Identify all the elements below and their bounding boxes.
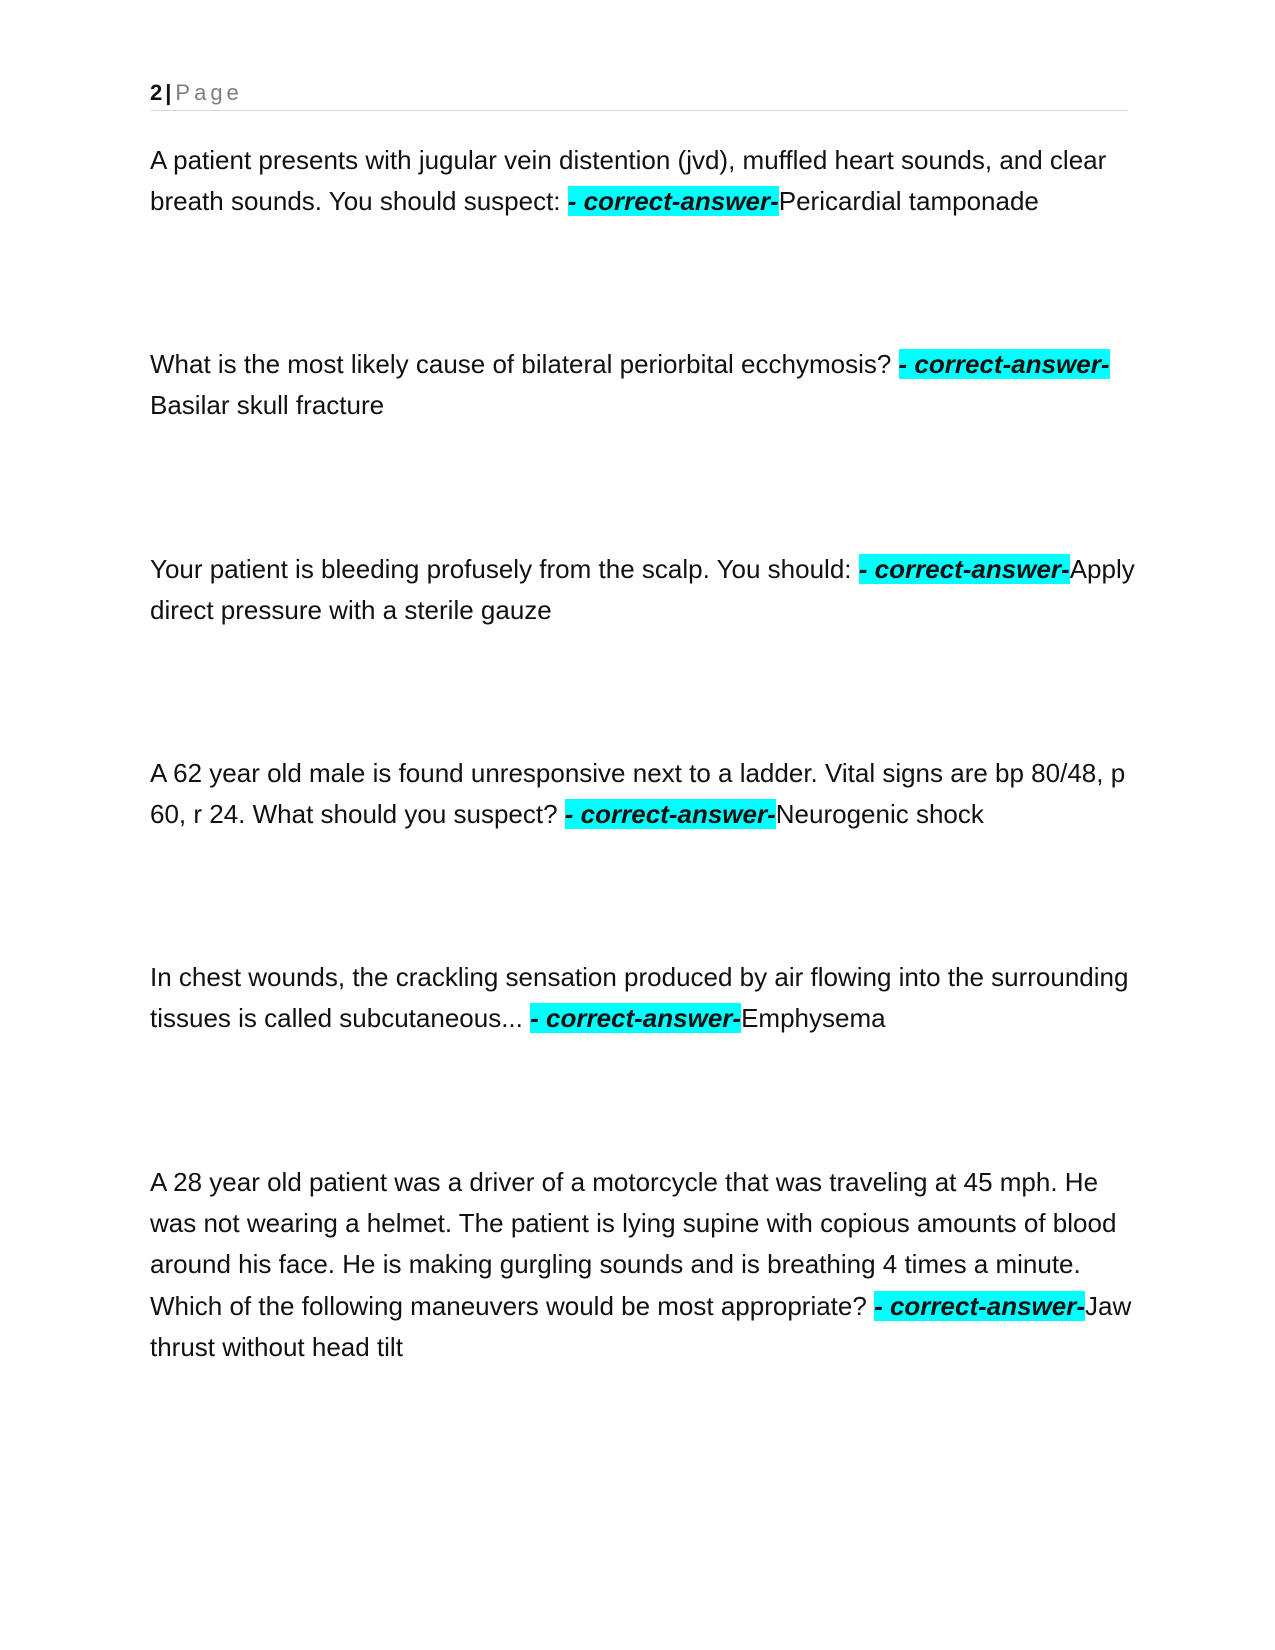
qa-item-4 xyxy=(150,753,1135,835)
page-separator: | xyxy=(165,80,172,105)
answer-text: Pericardial tamponade xyxy=(778,186,1039,217)
qa-item-5 xyxy=(150,957,1135,1039)
correct-answer-marker: - correct-answer- xyxy=(874,1290,1086,1321)
qa-item-3 xyxy=(150,549,1135,631)
qa-item-2 xyxy=(150,344,1135,426)
correct-answer-marker: - correct-answer- xyxy=(898,349,1110,379)
correct-answer-marker: - correct-answer- xyxy=(858,554,1070,584)
question-text: A 62 year old male is found unresponsive next to a ladder. Vital signs are bp 80/48, p 60, r 24. What should you suspect? xyxy=(150,758,1126,830)
answer-text: Jaw thrust without head tilt xyxy=(150,1290,1132,1362)
correct-answer-marker: - correct-answer- xyxy=(567,186,779,217)
answer-text: Emphysema xyxy=(741,1003,886,1034)
correct-answer-marker: - correct-answer- xyxy=(564,799,776,830)
page-number: 2 xyxy=(150,80,163,105)
qa-item-1 xyxy=(150,140,1135,222)
answer-text: Apply direct pressure with a sterile gauze xyxy=(150,554,1135,626)
answer-text: Basilar skull fracture xyxy=(150,390,385,421)
question-text: A patient presents with jugular vein distention (jvd), muffled heart sounds, and clear breath sounds. You should suspect: xyxy=(150,145,1107,217)
question-text: In chest wounds, the crackling sensation produced by air flowing into the surrounding tissues is called subcutaneous... xyxy=(150,962,1129,1034)
correct-answer-marker: - correct-answer- xyxy=(530,1003,742,1034)
page-label: Page xyxy=(175,80,243,105)
question-text: Your patient is bleeding profusely from the scalp. You should: xyxy=(150,554,859,584)
page-header xyxy=(150,76,1128,111)
question-text: A 28 year old patient was a driver of a motorcycle that was traveling at 45 mph. He was not wearing a helmet. The patient is lying supine with copious amounts of blood around his face. He is making gurgling sounds and is breathing 4 times a minute. Which of the following maneuvers would be most appropriate? xyxy=(150,1167,1117,1321)
answer-text: Neurogenic shock xyxy=(775,799,984,830)
qa-item-6 xyxy=(150,1162,1135,1368)
question-text: What is the most likely cause of bilateral periorbital ecchymosis? xyxy=(150,349,899,379)
